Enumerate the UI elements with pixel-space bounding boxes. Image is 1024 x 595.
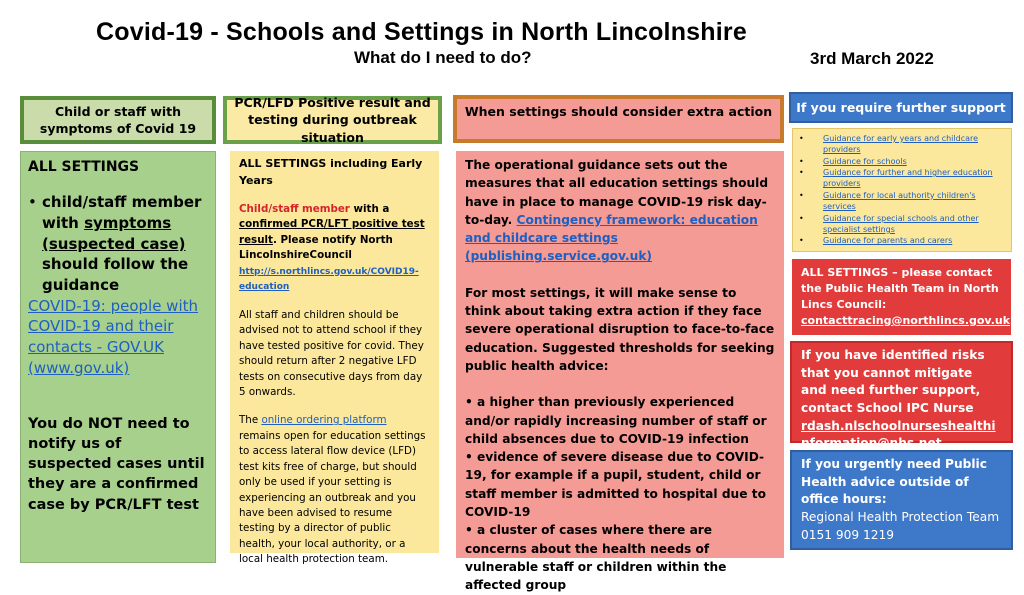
list-item — [799, 213, 1007, 236]
symptoms-bullet — [28, 192, 208, 295]
guidance-schools-link[interactable]: Guidance for schools — [823, 156, 907, 166]
contact-council-box — [792, 259, 1011, 335]
list-item — [799, 156, 1007, 167]
extra-action-column — [456, 151, 784, 593]
ordering-text-b: remains open for education settings to access lateral flow device (LFD) test kits free of charge, but should only be used if your setting is experiencing an outbreak and you have been advised to resume testing by a director of public health, your local authority, or a local health protection team. — [239, 429, 426, 566]
notify-notice: You do NOT need to notify us of suspected cases until they are a confirmed case by PCR/LFT test — [28, 415, 205, 513]
gov-uk-guidance-link[interactable]: COVID-19: people with COVID-19 and their contacts - GOV.UK (www.gov.uk) — [28, 296, 199, 377]
health-protection-team: Regional Health Protection Team — [801, 510, 1000, 525]
guidance-links-list — [792, 128, 1012, 252]
page-title: Covid-19 - Schools and Settings in North Lincolnshire — [96, 18, 747, 46]
guidance-childrens-services-link[interactable]: Guidance for local authority children's services — [823, 190, 976, 212]
bullet-glyph: • — [28, 193, 37, 212]
operational-guidance-paragraph — [465, 156, 775, 266]
page-subtitle: What do I need to do? — [354, 48, 532, 67]
contact-tracing-email-link[interactable]: contacttracing@northlincs.gov.uk — [801, 313, 1011, 327]
notify-council-paragraph — [239, 202, 430, 295]
ordering-text-a: The — [239, 414, 262, 427]
staff-children-advice: All staff and children should be advised not to attend school if they have tested positive for covid. They should return after 2 negative LFD tests on consecutive days from day 5 onwards. — [239, 308, 424, 398]
symptoms-text-b: should follow the guidance — [42, 255, 189, 295]
list-item — [799, 190, 1007, 213]
online-ordering-link[interactable]: online ordering platform — [261, 414, 387, 427]
threshold-cluster: • a cluster of cases where there are concerns about the health needs of vulnerable staff or children within the affected group — [465, 523, 727, 593]
urgent-advice-box — [790, 450, 1013, 550]
threshold-severe-disease: • evidence of severe disease due to COVID-19, for example if a pupil, student, child or staff member is admitted to hospital due to COVID-19 — [465, 450, 766, 520]
threshold-absences: • a higher than previously experienced and/or rapidly increasing number of staff or child absences due to COVID-19 infection — [465, 395, 767, 446]
list-item — [799, 235, 1007, 246]
guidance-special-schools-link[interactable]: Guidance for special schools and other specialist settings — [823, 213, 979, 234]
symptoms-column — [20, 151, 216, 563]
list-item — [799, 133, 1007, 156]
contact-ipc-box — [790, 341, 1013, 451]
notify-council-text: . Please notify North LincolnshireCouncil — [239, 233, 393, 262]
symptoms-word: symptoms — [84, 214, 172, 232]
bullet-glyph: • — [799, 168, 804, 178]
symptoms-guidance-text — [42, 192, 208, 295]
contact-ipc-text: If you have identified risks that you cannot mitigate and need further support, contact School IPC Nurse — [801, 348, 985, 416]
bullet-glyph: • — [799, 134, 804, 143]
operational-guidance-text: The operational guidance sets out the measures that all education settings should have in place to manage COVID-19 risk day-to-day. — [465, 158, 769, 227]
guidance-further-education-link[interactable]: Guidance for further and higher education providers — [823, 168, 993, 189]
header-symptoms: Child or staff with symptoms of Covid 19 — [20, 96, 216, 144]
guidance-early-years-link[interactable]: Guidance for early years and childcare providers — [823, 134, 979, 155]
guidance-parents-carers-link[interactable]: Guidance for parents and carers — [823, 236, 953, 246]
positive-result-column — [230, 151, 439, 566]
bullet-glyph: • — [799, 156, 804, 166]
urgent-advice-text: If you urgently need Public Health advice outside of office hours: — [801, 457, 987, 507]
bullet-glyph: • — [799, 190, 804, 200]
symptoms-text-a: child/staff member with — [42, 193, 202, 232]
all-settings-heading: ALL SETTINGS — [28, 159, 140, 175]
suspected-case-text: (suspected case) — [42, 234, 186, 253]
all-settings-early-years-heading: ALL SETTINGS including Early Years — [239, 157, 423, 187]
header-further-support: If you require further support — [789, 92, 1013, 123]
contact-council-text: ALL SETTINGS – please contact the Public Health Team in North Lincs Council: — [801, 266, 999, 311]
bullet-glyph: • — [799, 213, 804, 223]
page-date: 3rd March 2022 — [810, 49, 934, 68]
health-protection-phone: 0151 909 1219 — [801, 527, 895, 542]
thresholds-list — [465, 393, 775, 594]
header-positive-result: PCR/LFD Positive result and testing during outbreak situation — [223, 96, 442, 144]
header-extra-action: When settings should consider extra action — [453, 95, 784, 143]
list-item — [799, 167, 1007, 190]
lfd-ordering-paragraph — [239, 413, 430, 567]
thresholds-paragraph: For most settings, it will make sense to think about taking extra action if they face severe operational disruption to face-to-face education. Suggested thresholds for seeking public health advice: — [465, 285, 775, 373]
bullet-glyph: • — [799, 236, 804, 246]
council-covid-link[interactable]: http://s.northlincs.gov.uk/COVID19-education — [239, 266, 419, 293]
contingency-framework-link[interactable]: Contingency framework: education and childcare settings (publishing.service.gov.uk) — [465, 212, 758, 264]
child-staff-member-text: Child/staff member — [239, 203, 350, 215]
with-a-text: with a — [349, 203, 390, 215]
confirmed-result-text: confirmed PCR/LFT positive test result — [239, 218, 425, 246]
ipc-nurse-email-link[interactable]: rdash.nlschoolnurseshealthinformation@nhs.net — [801, 418, 996, 451]
